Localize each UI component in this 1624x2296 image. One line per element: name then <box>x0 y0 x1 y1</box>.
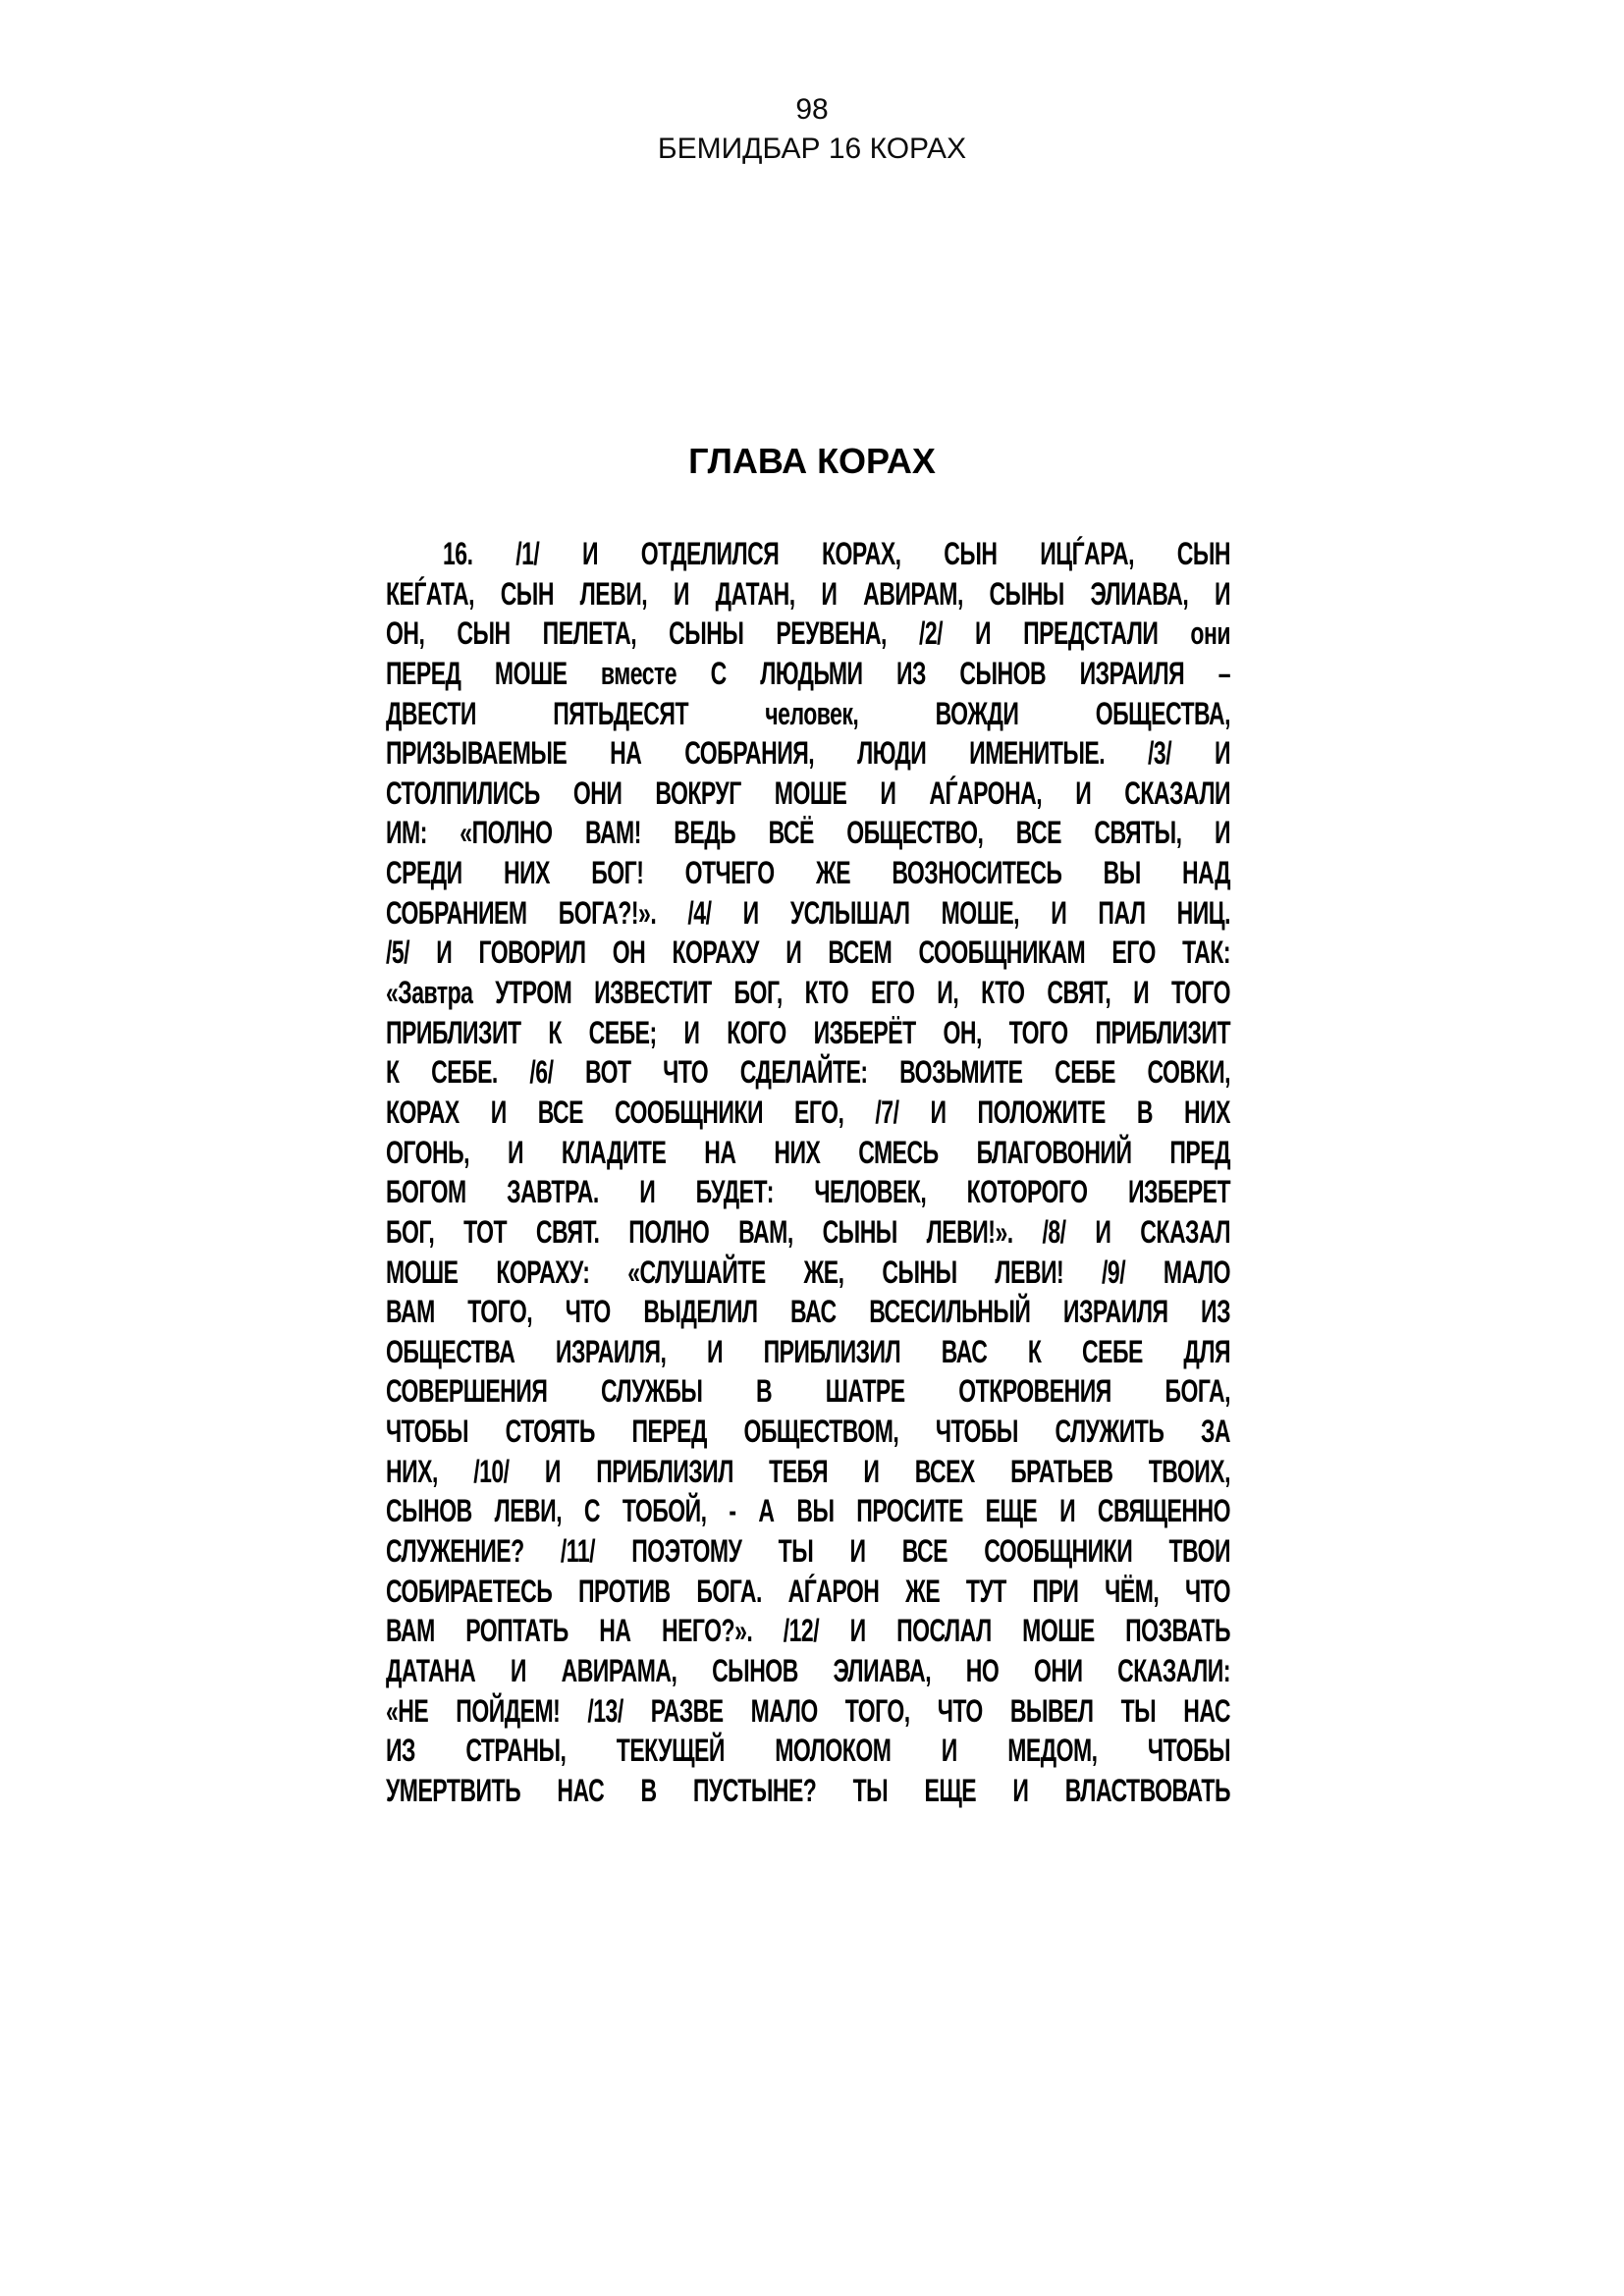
body-line: УМЕРТВИТЬ НАС В ПУСТЫНЕ? ТЫ ЕЩЕ И ВЛАСТВОВАТЬ <box>386 1772 1230 1809</box>
body-line: КОРАХ И ВСЕ СООБЩНИКИ ЕГО, /7/ И ПОЛОЖИТЕ В НИХ <box>386 1094 1230 1131</box>
body-line: СЫНОВ ЛЕВИ, С ТОБОЙ, - А ВЫ ПРОСИТЕ ЕЩЕ И СВЯЩЕННО <box>386 1492 1230 1529</box>
body-line: ОН, СЫН ПЕЛЕТА, СЫНЫ РЕУВЕНА, /2/ И ПРЕДСТАЛИ они <box>386 614 1230 652</box>
body-line: НИХ, /10/ И ПРИБЛИЗИЛ ТЕБЯ И ВСЕХ БРАТЬЕВ ТВОИХ, <box>386 1453 1230 1490</box>
body-line: ВАМ ТОГО, ЧТО ВЫДЕЛИЛ ВАС ВСЕСИЛЬНЫЙ ИЗРАИЛЯ ИЗ <box>386 1293 1230 1330</box>
body-line: «НЕ ПОЙДЕМ! /13/ РАЗВЕ МАЛО ТОГО, ЧТО ВЫВЕЛ ТЫ НАС <box>386 1691 1230 1729</box>
body-line: БОГОМ ЗАВТРА. И БУДЕТ: ЧЕЛОВЕК, КОТОРОГО ИЗБЕРЕТ <box>386 1173 1230 1210</box>
body-line: ПРИБЛИЗИТ К СЕБЕ; И КОГО ИЗБЕРЁТ ОН, ТОГО ПРИБЛИЗИТ <box>386 1014 1230 1051</box>
chapter-title: ГЛАВА КОРАХ <box>688 441 936 481</box>
body-line: /5/ И ГОВОРИЛ ОН КОРАХУ И ВСЕМ СООБЩНИКАМ ЕГО ТАК: <box>386 934 1230 971</box>
body-line: СОБИРАЕТЕСЬ ПРОТИВ БОГА. АЃАРОН ЖЕ ТУТ ПРИ ЧЁМ, ЧТО <box>386 1573 1230 1609</box>
page-number: 98 <box>795 93 829 126</box>
body-line: ЧТОБЫ СТОЯТЬ ПЕРЕД ОБЩЕСТВОМ, ЧТОБЫ СЛУЖИТЬ ЗА <box>386 1413 1230 1450</box>
body-line: ВАМ РОПТАТЬ НА НЕГО?». /12/ И ПОСЛАЛ МОШЕ ПОЗВАТЬ <box>386 1612 1230 1649</box>
body-line: ПРИЗЫВАЕМЫЕ НА СОБРАНИЯ, ЛЮДИ ИМЕНИТЫЕ. /3/ И <box>386 734 1230 772</box>
body-line: КЕЃАТА, СЫН ЛЕВИ, И ДАТАН, И АВИРАМ, СЫНЫ ЭЛИАВА, И <box>386 575 1230 612</box>
body-line: БОГ, ТОТ СВЯТ. ПОЛНО ВАМ, СЫНЫ ЛЕВИ!». /8/ И СКАЗАЛ <box>386 1213 1230 1251</box>
body-line: ИЗ СТРАНЫ, ТЕКУЩЕЙ МОЛОКОМ И МЕДОМ, ЧТОБЫ <box>386 1732 1230 1769</box>
body-line: 16. /1/ И ОТДЕЛИЛСЯ КОРАХ, СЫН ИЦЃАРА, СЫН <box>443 535 1230 572</box>
body-line: ИМ: «ПОЛНО ВАМ! ВЕДЬ ВСЁ ОБЩЕСТВО, ВСЕ СВЯТЫ, И <box>386 814 1230 851</box>
body-line: ДАТАНА И АВИРАМА, СЫНОВ ЭЛИАВА, НО ОНИ СКАЗАЛИ: <box>386 1652 1230 1689</box>
body-line: ДВЕСТИ ПЯТЬДЕСЯТ человек, ВОЖДИ ОБЩЕСТВА, <box>386 694 1230 731</box>
body-line: СОВЕРШЕНИЯ СЛУЖБЫ В ШАТРЕ ОТКРОВЕНИЯ БОГА, <box>386 1372 1230 1410</box>
body-line: СОБРАНИЕМ БОГА?!». /4/ И УСЛЫШАЛ МОШЕ, И ПАЛ НИЦ. <box>386 894 1230 932</box>
body-line: ОГОНЬ, И КЛАДИТЕ НА НИХ СМЕСЬ БЛАГОВОНИЙ ПРЕД <box>386 1134 1230 1170</box>
body-line: СРЕДИ НИХ БОГ! ОТЧЕГО ЖЕ ВОЗНОСИТЕСЬ ВЫ НАД <box>386 854 1230 891</box>
body-line: К СЕБЕ. /6/ ВОТ ЧТО СДЕЛАЙТЕ: ВОЗЬМИТЕ СЕБЕ СОВКИ, <box>386 1053 1230 1091</box>
body-line: ПЕРЕД МОШЕ вместе С ЛЮДЬМИ ИЗ СЫНОВ ИЗРАИЛЯ – <box>386 655 1230 692</box>
body-line: ОБЩЕСТВА ИЗРАИЛЯ, И ПРИБЛИЗИЛ ВАС К СЕБЕ ДЛЯ <box>386 1333 1230 1370</box>
body-line: СЛУЖЕНИЕ? /11/ ПОЭТОМУ ТЫ И ВСЕ СООБЩНИКИ ТВОИ <box>386 1532 1230 1570</box>
body-line: СТОЛПИЛИСЬ ОНИ ВОКРУГ МОШЕ И АЃАРОНА, И СКАЗАЛИ <box>386 774 1230 812</box>
body-line: «Завтра УТРОМ ИЗВЕСТИТ БОГ, КТО ЕГО И, КТО СВЯТ, И ТОГО <box>386 974 1230 1011</box>
body-text <box>386 534 1230 1811</box>
running-header: БЕМИДБАР 16 КОРАХ <box>657 133 967 165</box>
body-line: МОШЕ КОРАХУ: «СЛУШАЙТЕ ЖЕ, СЫНЫ ЛЕВИ! /9/ МАЛО <box>386 1253 1230 1290</box>
